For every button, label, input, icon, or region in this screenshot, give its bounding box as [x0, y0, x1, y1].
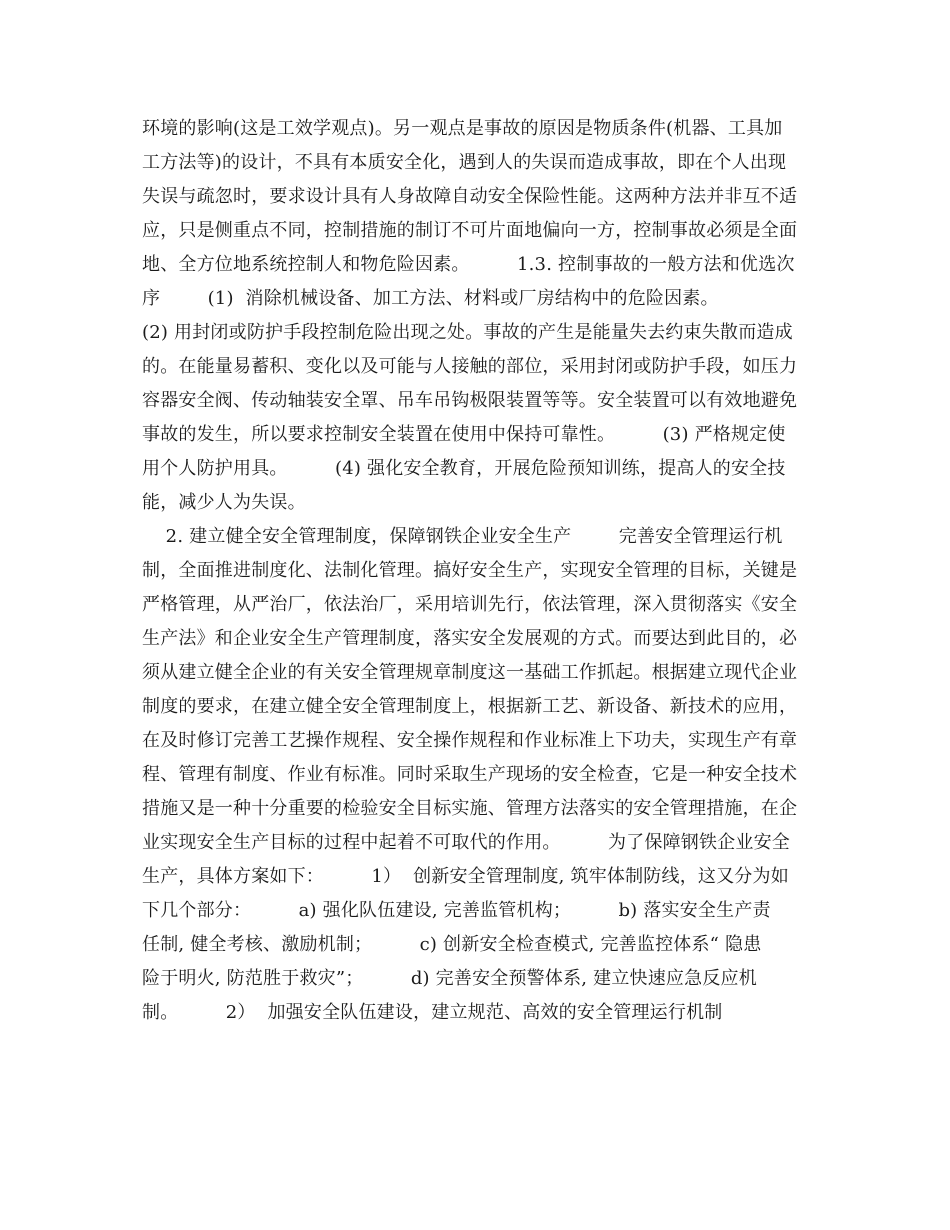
text-line: 制，全面推进制度化、法制化管理。搞好安全生产，实现安全管理的目标，关键是	[142, 560, 798, 581]
text-line: 在及时修订完善工艺操作规程、安全操作规程和作业标准上下功夫，实现生产有章	[142, 730, 798, 751]
text-line: 生产，具体方案如下： 1） 创新安全管理制度, 筑牢体制防线，这又分为如	[142, 866, 789, 887]
document-body	[142, 112, 812, 1030]
text-line: 严格管理，从严治厂，依法治厂，采用培训先行，依法管理，深入贯彻落实《安全	[142, 594, 798, 615]
text-line: 下几个部分： a) 强化队伍建设, 完善监管机构； b) 落实安全生产责	[142, 900, 771, 921]
text-line: 任制, 健全考核、激励机制； c) 创新安全检查模式, 完善监控体系“ 隐患	[142, 934, 762, 955]
text-line: 事故的发生，所以要求控制安全装置在使用中保持可靠性。 (3) 严格规定使	[142, 424, 786, 445]
text-line: 环境的影响(这是工效学观点)。另一观点是事故的原因是物质条件(机器、工具加	[142, 118, 783, 139]
text-line: 制度的要求，在建立健全安全管理制度上，根据新工艺、新设备、新技术的应用，	[142, 696, 798, 717]
text-line: 生产法》和企业安全生产管理制度，落实安全发展观的方式。而要达到此目的，必	[142, 628, 798, 649]
text-line: 容器安全阀、传动轴装安全罩、吊车吊钩极限装置等等。安全装置可以有效地避免	[142, 390, 798, 411]
text-line: 险于明火, 防范胜于救灾”； d) 完善安全预警体系, 建立快速应急反应机	[142, 968, 757, 989]
text-line: 序 (1) 消除机械设备、加工方法、材料或厂房结构中的危险因素。	[142, 288, 719, 309]
text-line: 失误与疏忽时，要求设计具有人身故障自动安全保险性能。这两种方法并非互不适	[142, 186, 798, 207]
text-line: 应，只是侧重点不同，控制措施的制订不可片面地偏向一方，控制事故必须是全面	[142, 220, 798, 241]
text-line: 制。 2） 加强安全队伍建设，建立规范、高效的安全管理运行机制	[142, 1002, 723, 1023]
text-line: 2. 建立健全安全管理制度，保障钢铁企业安全生产 完善安全管理运行机	[142, 526, 783, 547]
text-line: 工方法等)的设计，不具有本质安全化，遇到人的失误而造成事故，即在个人出现	[142, 152, 787, 173]
text-line: 须从建立健全企业的有关安全管理规章制度这一基础工作抓起。根据建立现代企业	[142, 662, 798, 683]
text-line: (2) 用封闭或防护手段控制危险出现之处。事故的产生是能量失去约束失散而造成	[142, 322, 793, 343]
text-line: 的。在能量易蓄积、变化以及可能与人接触的部位，采用封闭或防护手段，如压力	[142, 356, 798, 377]
text-line: 业实现安全生产目标的过程中起着不可取代的作用。 为了保障钢铁企业安全	[142, 832, 790, 853]
text-line: 地、全方位地系统控制人和物危险因素。 1.3. 控制事故的一般方法和优选次	[142, 254, 795, 275]
text-line: 能，减少人为失误。	[142, 492, 306, 513]
text-line: 程、管理有制度、作业有标准。同时采取生产现场的安全检查，它是一种安全技术	[142, 764, 798, 785]
text-line: 措施又是一种十分重要的检验安全目标实施、管理方法落实的安全管理措施，在企	[142, 798, 798, 819]
text-line: 用个人防护用具。 (4) 强化安全教育，开展危险预知训练，提高人的安全技	[142, 458, 786, 479]
